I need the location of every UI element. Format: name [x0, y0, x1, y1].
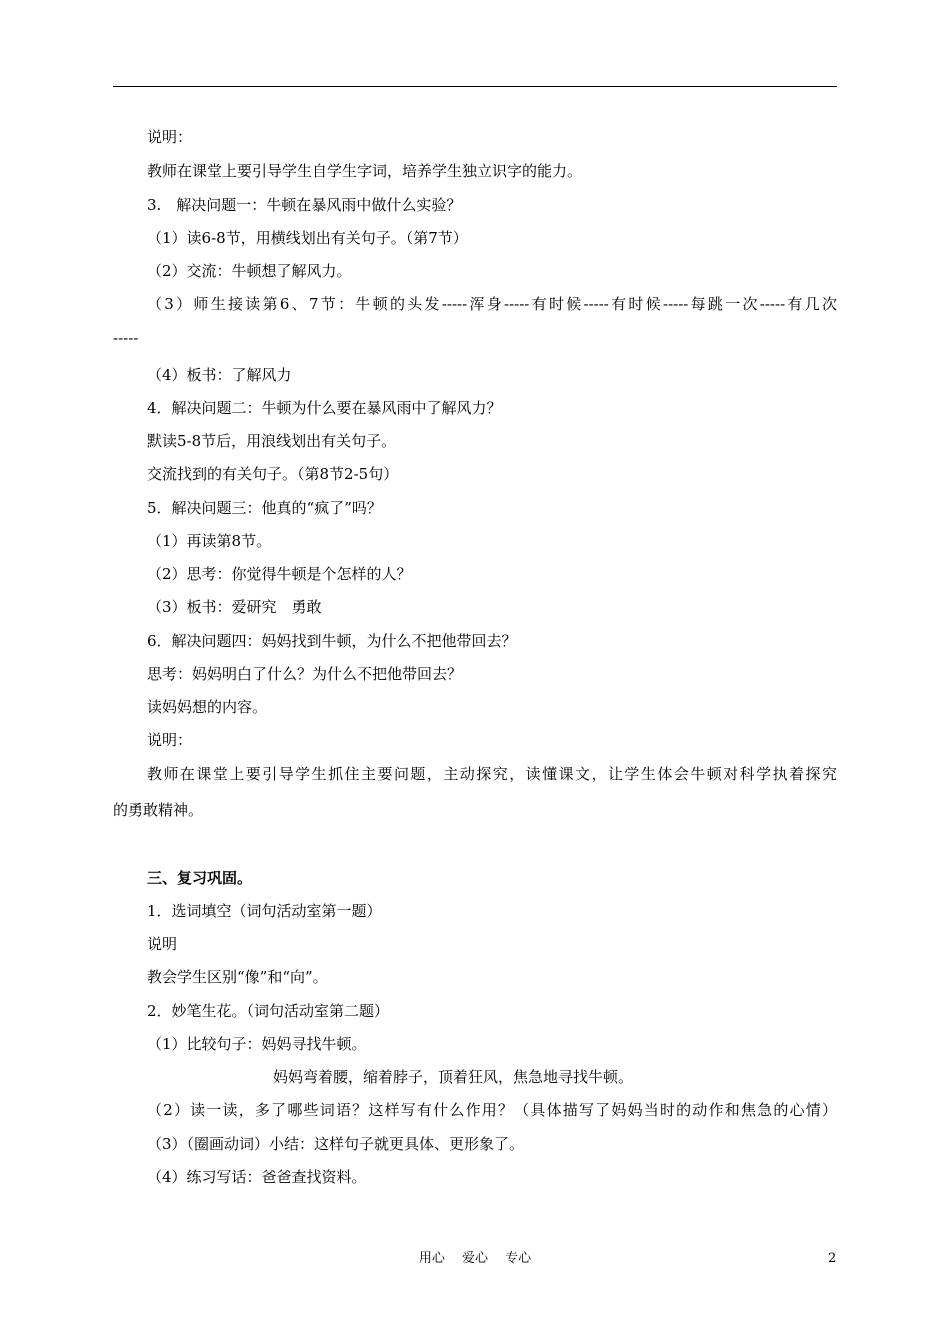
text-line: 交流找到的有关句子。（第8节2-5句） [147, 465, 399, 483]
text-line: 妈妈弯着腰，缩着脖子，顶着狂风，焦急地寻找牛顿。 [273, 1068, 634, 1086]
page-number: 2 [828, 1251, 837, 1266]
text-line: 3. 解决问题一：牛顿在暴风雨中做什么实验？ [147, 196, 462, 214]
text-line: 读妈妈想的内容。 [147, 698, 268, 716]
text-line: 说明： [147, 731, 193, 749]
text-line: 思考：妈妈明白了什么？为什么不把他带回去？ [147, 665, 463, 683]
text-line: 2．妙笔生花。（词句活动室第二题） [147, 1002, 390, 1020]
text-line: （4）板书：了解风力 [147, 366, 292, 384]
text-line: （3）板书：爱研究 勇敢 [147, 598, 322, 616]
text-line: 教师在课堂上要引导学生自学生字词，培养学生独立识字的能力。 [147, 162, 583, 180]
text-line: 说明： [147, 128, 193, 146]
text-line: 的勇敢精神。 [113, 801, 204, 819]
text-line: ----- [113, 329, 139, 347]
text-line: （2）思考：你觉得牛顿是个怎样的人？ [147, 565, 412, 583]
header-rule [113, 86, 837, 87]
text-line: （1）再读第8节。 [147, 532, 272, 550]
text-line: 5．解决问题三：他真的“疯了”吗？ [147, 499, 382, 517]
text-line: （3）师生接读第6、7节：牛顿的头发-----浑身-----有时候-----有时候-----每跳一次-----有几次 [147, 295, 837, 313]
text-line: （2）读一读，多了哪些词语？这样写有什么作用？（具体描写了妈妈当时的动作和焦急的心情） [147, 1101, 837, 1119]
text-line: （1）比较句子：妈妈寻找牛顿。 [147, 1035, 367, 1053]
section-heading: 三、复习巩固。 [147, 869, 253, 887]
text-line: （3）（圈画动词）小结：这样句子就更具体、更形象了。 [147, 1135, 525, 1153]
text-line: 4．解决问题二：牛顿为什么要在暴风雨中了解风力？ [147, 399, 502, 417]
text-line: 教会学生区别“像”和“向”。 [147, 968, 328, 986]
text-line: （2）交流：牛顿想了解风力。 [147, 262, 352, 280]
page-footer: 用心 爱心 专心 [418, 1251, 532, 1266]
text-line: 说明 [147, 935, 178, 953]
text-line: 默读5-8节后，用浪线划出有关句子。 [147, 432, 397, 450]
text-line: （1）读6-8节，用横线划出有关句子。（第7节） [147, 229, 468, 247]
text-line: 1．选词填空（词句活动室第一题） [147, 902, 382, 920]
text-line: 教师在课堂上要引导学生抓住主要问题，主动探究，读懂课文，让学生体会牛顿对科学执着探究 [147, 765, 837, 783]
text-line: （4）练习写话：爸爸查找资料。 [147, 1168, 367, 1186]
text-line: 6．解决问题四：妈妈找到牛顿，为什么不把他带回去？ [147, 632, 517, 650]
